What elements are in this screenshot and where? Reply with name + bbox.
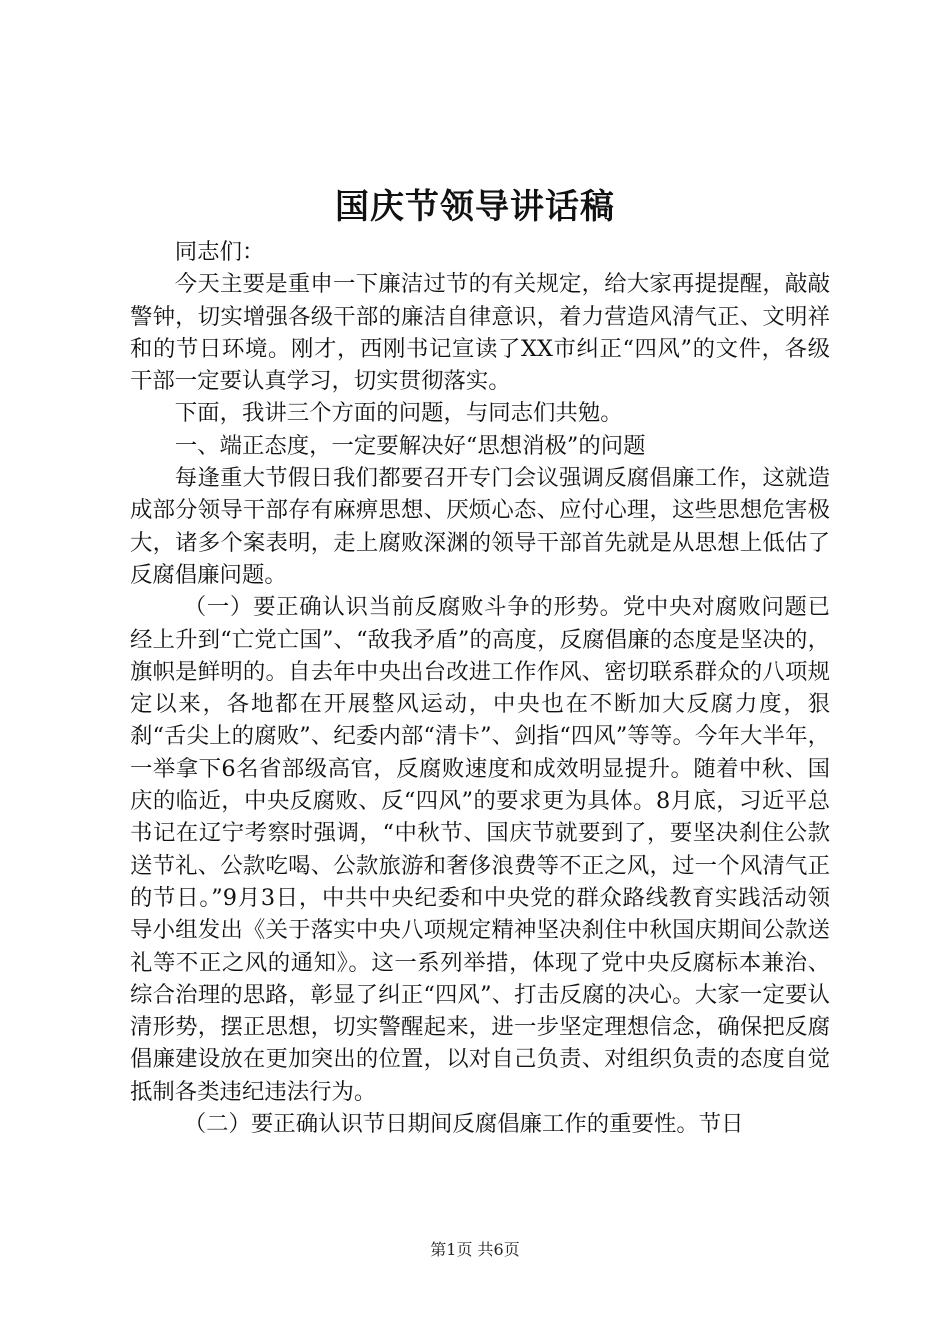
body-paragraph: 今天主要是重申一下廉洁过节的有关规定，给大家再提提醒，敲敲警钟，切实增强各级干部的廉洁自律意识，着力营造风清气正、文明祥和的节日环境。刚才，西刚书记宣读了XX市纠正“四风”的文件，各级干部一定要认真学习，切实贯彻落实。 — [130, 271, 830, 395]
section-heading: 一、端正态度，一定要解决好“思想消极”的问题 — [174, 432, 646, 459]
subsection-paragraph: （二）要正确认识节日期间反腐倡廉工作的重要性。节日 — [183, 1111, 744, 1138]
body-paragraph: 每逢重大节假日我们都要召开专门会议强调反腐倡廉工作，这就造成部分领导干部存有麻痹思想、厌烦心态、应付心理，这些思想危害极大，诸多个案表明，走上腐败深渊的领导干部首先就是从思想上低估了反腐倡廉问题。 — [130, 465, 830, 588]
page-footer: 第1页 共6页 — [430, 1240, 520, 1259]
subsection-paragraph: （一）要正确认识当前反腐败斗争的形势。党中央对腐败问题已经上升到“亡党亡国”、“敌我矛盾”的高度，反腐倡廉的态度是坚决的，旗帜是鲜明的。自去年中央出台改进工作作风、密切联系群众的八项规定以来，各地都在开展整风运动，中央也在不断加大反腐力度，狠刹“舌尖上的腐败”、纪委内部“清卡”、剑指“四风”等等。今年大半年，一举拿下6名省部级高官，反腐败速度和成效明显提升。随着中秋、国庆的临近，中央反腐败、反“四风”的要求更为具体。8月底，习近平总书记在辽宁考察时强调，“中秋节、国庆节就要到了，要坚决刹住公款送节礼、公款吃喝、公款旅游和奢侈浪费等不正之风，过一个风清气正的节日。”9月3日，中共中央纪委和中央党的群众路线教育实践活动领导小组发出《关于落实中央八项规定精神坚决刹住中秋国庆期间公款送礼等不正之风的通知》。这一系列举措，体现了党中央反腐标本兼治、综合治理的思路，彰显了纠正“四风”、打击反腐的决心。大家一定要认清形势，摆正思想，切实警醒起来，进一步坚定理想信念，确保把反腐倡廉建设放在更加突出的位置，以对自己负责、对组织负责的态度自觉抵制各类违纪违法行为。 — [130, 594, 830, 1105]
document-title: 国庆节领导讲话稿 — [335, 187, 615, 227]
salutation-paragraph: 同志们： — [174, 239, 265, 265]
body-paragraph: 下面，我讲三个方面的问题，与同志们共勉。 — [174, 400, 623, 427]
document-body — [130, 236, 830, 1140]
